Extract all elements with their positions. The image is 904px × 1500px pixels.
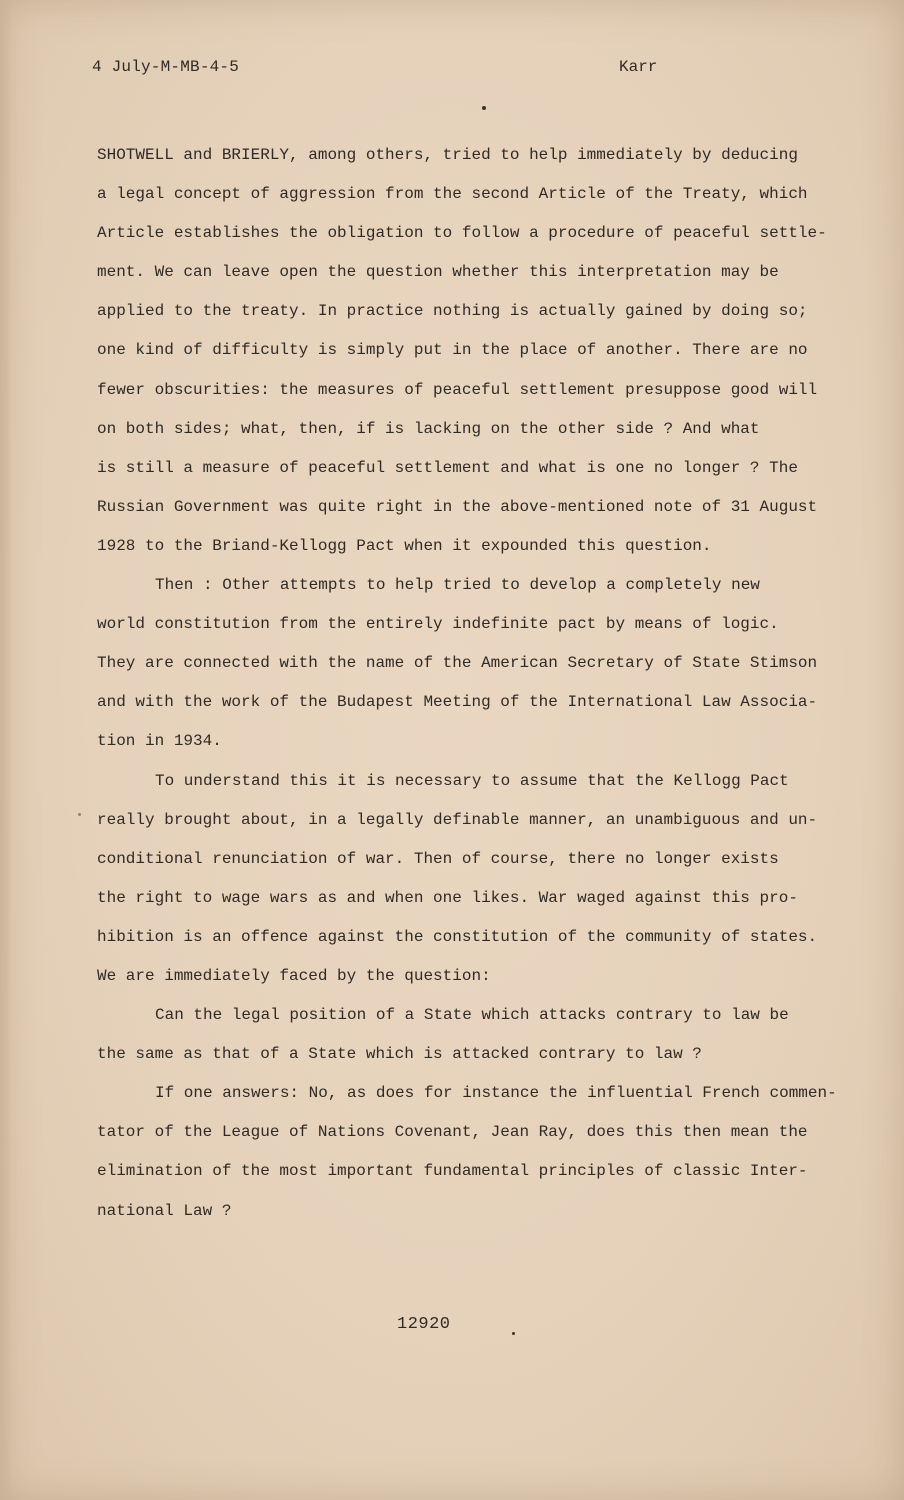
- text-line: the same as that of a State which is attacked contrary to law ?: [97, 1045, 702, 1064]
- page-number: 12920: [397, 1315, 451, 1334]
- text-line: To understand this it is necessary to assume that the Kellogg Pact: [155, 771, 789, 790]
- text-line: Article establishes the obligation to follow a procedure of peaceful settle-: [97, 224, 827, 243]
- text-line: a legal concept of aggression from the second Article of the Treaty, which: [97, 185, 808, 204]
- text-line: really brought about, in a legally definable manner, an unambiguous and un-: [97, 810, 818, 829]
- text-line: is still a measure of peaceful settlement and what is one no longer ? The: [97, 458, 798, 477]
- paper-edge: [0, 0, 12, 1500]
- text-line: one kind of difficulty is simply put in the place of another. There are no: [97, 341, 808, 360]
- text-line: If one answers: No, as does for instance the influential French commen-: [155, 1084, 837, 1103]
- paragraph: [97, 762, 857, 997]
- text-line: tion in 1934.: [97, 732, 222, 751]
- text-line: tator of the League of Nations Covenant, Jean Ray, does this then mean the: [97, 1123, 808, 1142]
- text-line: the right to wage wars as and when one likes. War waged against this pro-: [97, 888, 798, 907]
- paper-speck: [78, 813, 81, 816]
- text-line: hibition is an offence against the constitution of the community of states.: [97, 927, 818, 946]
- text-line: Russian Government was quite right in the above-mentioned note of 31 August: [97, 497, 818, 516]
- text-line: conditional renunciation of war. Then of course, there no longer exists: [97, 849, 779, 868]
- paper-speck: [512, 1332, 515, 1335]
- text-line: 1928 to the Briand-Kellogg Pact when it expounded this question.: [97, 536, 712, 555]
- text-line: ment. We can leave open the question whether this interpretation may be: [97, 263, 779, 282]
- body-text: [97, 136, 857, 1231]
- paper-speck: [482, 106, 486, 110]
- paragraph: [97, 136, 857, 566]
- paragraph: [97, 996, 857, 1074]
- text-line: world constitution from the entirely indefinite pact by means of logic.: [97, 615, 779, 634]
- text-line: applied to the treaty. In practice nothing is actually gained by doing so;: [97, 302, 808, 321]
- text-line: on both sides; what, then, if is lacking on the other side ? And what: [97, 419, 760, 438]
- text-line: fewer obscurities: the measures of peaceful settlement presuppose good will: [97, 380, 818, 399]
- text-line: SHOTWELL and BRIERLY, among others, tried to help immediately by deducing: [97, 146, 798, 164]
- text-line: Then : Other attempts to help tried to develop a completely new: [155, 576, 760, 595]
- text-line: and with the work of the Budapest Meeting of the International Law Associa-: [97, 693, 818, 712]
- text-line: Can the legal position of a State which attacks contrary to law be: [155, 1006, 789, 1025]
- paragraph: [97, 566, 857, 761]
- text-line: national Law ?: [97, 1201, 232, 1220]
- text-line: They are connected with the name of the American Secretary of State Stimson: [97, 654, 818, 673]
- paragraph: [97, 1074, 857, 1230]
- text-line: We are immediately faced by the question:: [97, 966, 491, 985]
- text-line: elimination of the most important fundamental principles of classic Inter-: [97, 1162, 808, 1181]
- translator-name: Karr: [619, 58, 658, 76]
- document-reference: 4 July-M-MB-4-5: [92, 58, 240, 76]
